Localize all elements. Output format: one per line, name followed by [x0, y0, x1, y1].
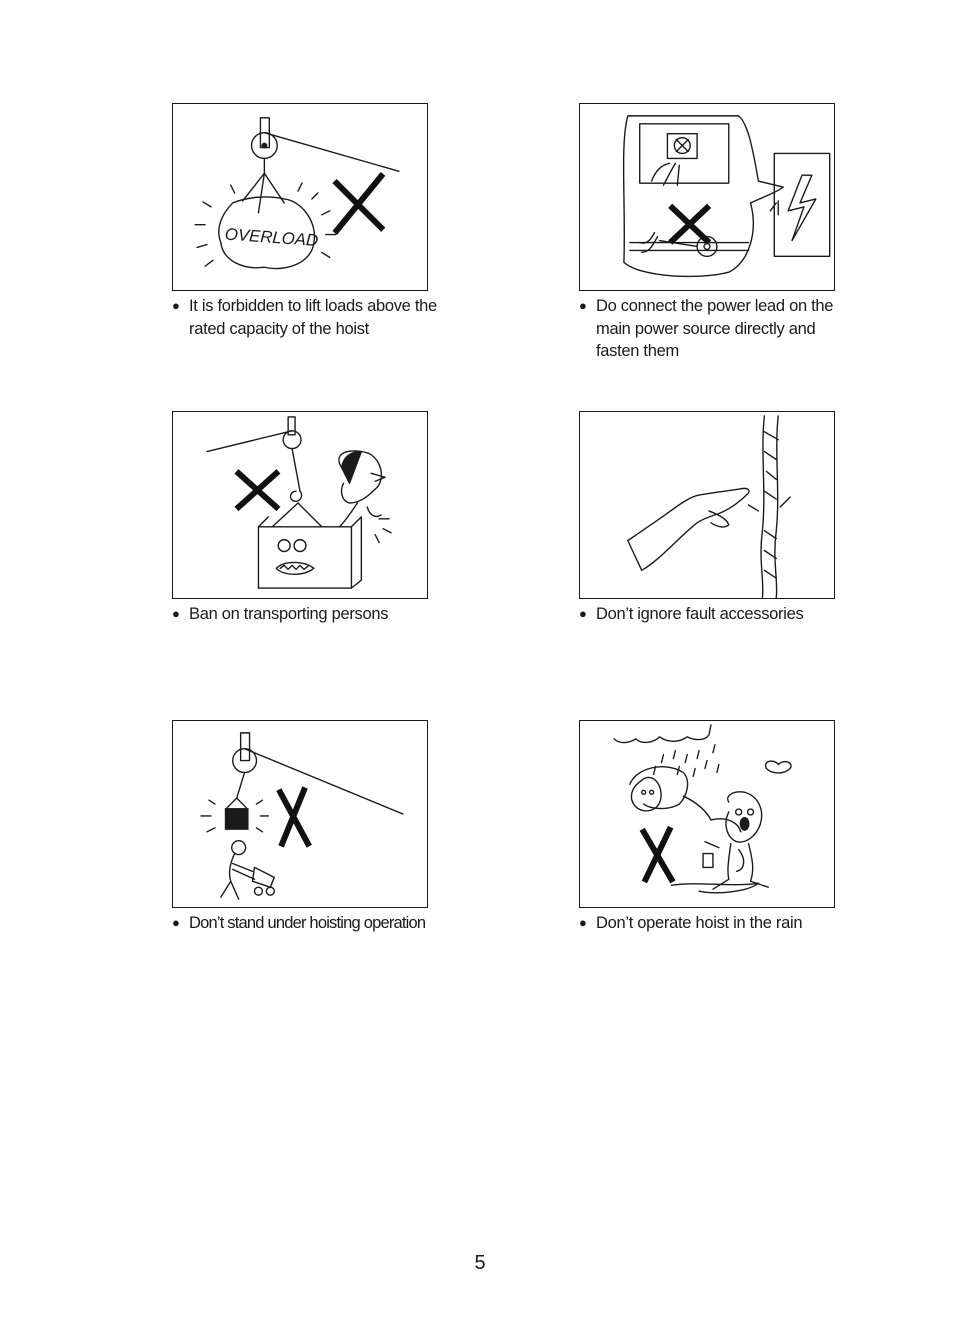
illustration-rain: [579, 720, 835, 908]
bullet-icon: ●: [172, 606, 180, 621]
caption-fault-accessories: [579, 603, 858, 626]
caption-overload-text: It is forbidden to lift loads above the rated capacity of the hoist: [189, 297, 437, 338]
overload-label: OVERLOAD: [224, 224, 319, 251]
illustration-fault-accessories: [579, 411, 835, 599]
stand-under-drawing: [173, 721, 427, 907]
bullet-icon: ●: [172, 915, 180, 930]
transporting-persons-drawing: [173, 412, 427, 598]
caption-overload: [172, 295, 451, 340]
caption-fault-accessories-text: Don’t ignore fault accessories: [596, 605, 804, 623]
caption-stand-under-text: Don’t stand under hoisting operation: [189, 914, 426, 932]
bullet-icon: ●: [579, 915, 587, 930]
illustration-stand-under: [172, 720, 428, 908]
rain-drawing: [580, 721, 834, 907]
page-number: 5: [474, 1252, 486, 1274]
caption-transporting-persons-text: Ban on transporting persons: [189, 605, 389, 623]
bullet-icon: ●: [579, 298, 587, 313]
overload-drawing: [173, 104, 427, 290]
fault-accessories-drawing: [580, 412, 834, 598]
caption-rain: [579, 912, 858, 935]
caption-power-lead: [579, 295, 858, 363]
caption-power-lead-text: Do connect the power lead on the main power source directly and fasten them: [596, 297, 834, 360]
bullet-icon: ●: [579, 606, 587, 621]
caption-rain-text: Don’t operate hoist in the rain: [596, 914, 803, 932]
caption-stand-under: [172, 912, 451, 935]
illustration-transporting-persons: [172, 411, 428, 599]
bullet-icon: ●: [172, 298, 180, 313]
illustration-overload: [172, 103, 428, 291]
power-lead-drawing: [580, 104, 834, 290]
caption-transporting-persons: [172, 603, 451, 626]
illustration-power-lead: [579, 103, 835, 291]
